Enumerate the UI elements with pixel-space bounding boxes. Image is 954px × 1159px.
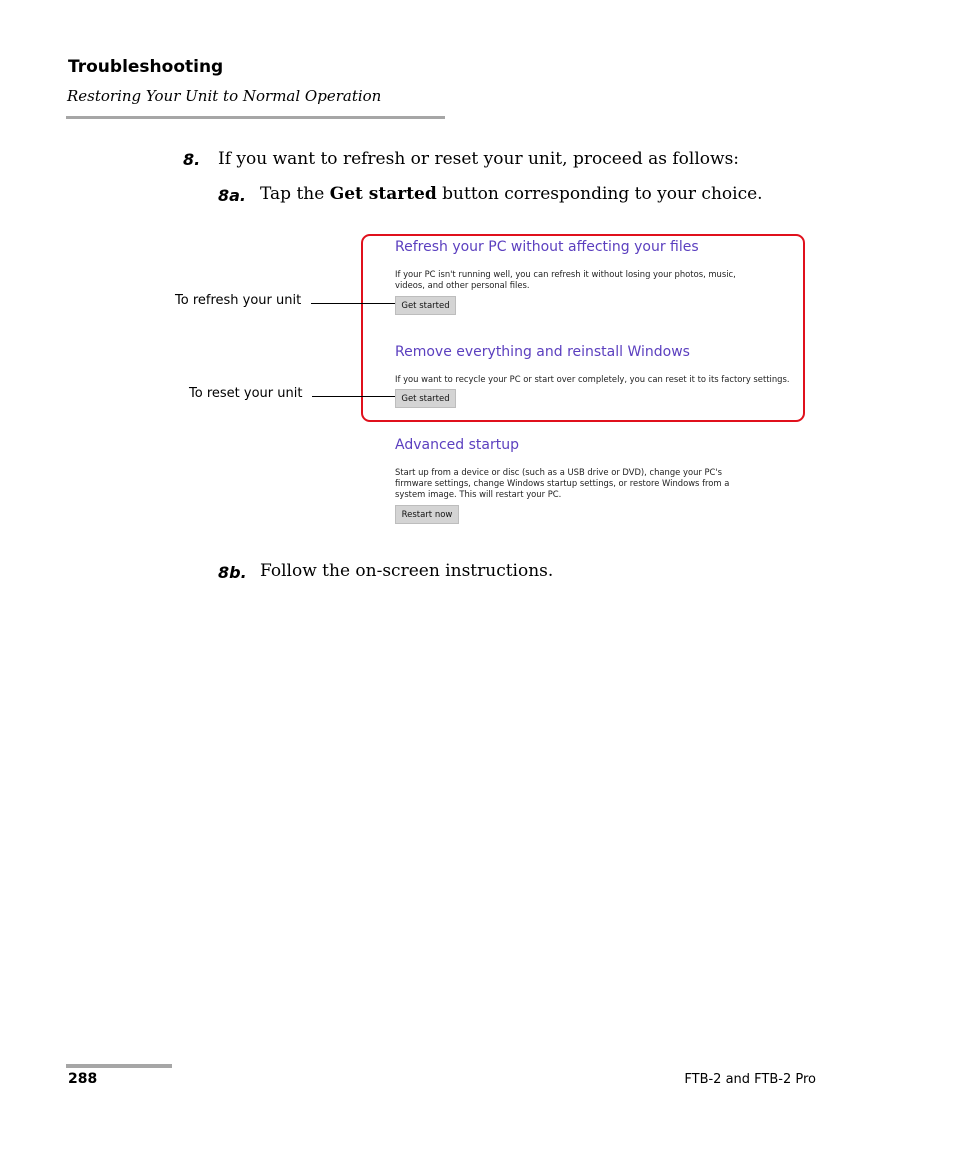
step-8b-number: 8b. [218,563,247,582]
reset-get-started-button[interactable]: Get started [395,389,456,408]
header-rule [66,116,445,119]
callout-reset-line [312,396,395,397]
refresh-title: Refresh your PC without affecting your files [395,239,699,255]
step-8a-bold: Get started [329,184,437,204]
step-8-text: If you want to refresh or reset your unit, proceed as follows: [218,149,740,169]
step-8a-number: 8a. [218,186,247,205]
step-8-number: 8. [183,150,201,169]
reset-description: If you want to recycle your PC or start over completely, you can reset it to its factory settings. [395,374,790,384]
product-name: FTB-2 and FTB-2 Pro [684,1072,816,1087]
callout-refresh-line [311,303,395,304]
refresh-description: If your PC isn't running well, you can refresh it without losing your photos, music, videos, and other personal files. [395,269,736,290]
advanced-startup-title: Advanced startup [395,437,519,453]
advanced-startup-description: Start up from a device or disc (such as a USB drive or DVD), change your PC's firmware settings, change Windows startup settings, or restore Windows from a system image. This will restart your PC. [395,467,730,499]
restart-now-button[interactable]: Restart now [395,505,459,524]
callout-refresh-label: To refresh your unit [175,293,302,308]
page-number: 288 [68,1071,98,1087]
section-title: Restoring Your Unit to Normal Operation [67,87,382,105]
step-8a-pre: Tap the [260,184,330,204]
footer-rule [66,1064,172,1068]
step-8a-text [260,184,763,204]
step-8a-post: button corresponding to your choice. [436,184,763,204]
refresh-get-started-button[interactable]: Get started [395,296,456,315]
highlight-frame [361,234,805,422]
callout-reset-label: To reset your unit [189,386,303,401]
chapter-title: Troubleshooting [68,57,224,77]
step-8b-text: Follow the on-screen instructions. [260,561,554,581]
reset-title: Remove everything and reinstall Windows [395,344,690,360]
